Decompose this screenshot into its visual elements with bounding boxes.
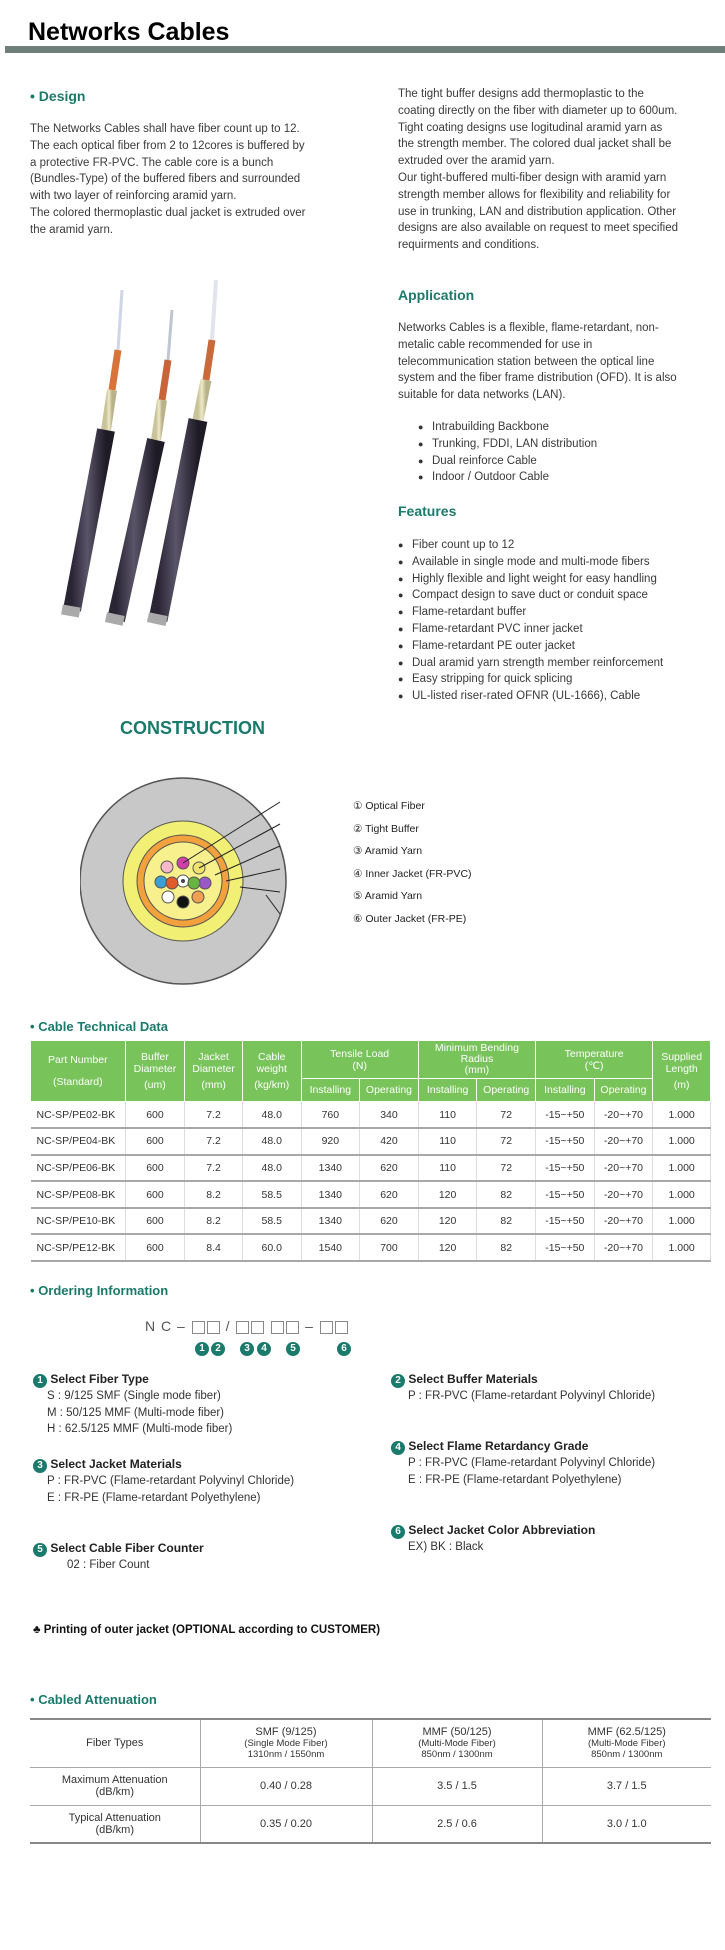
- order-code-template: [145, 1318, 349, 1334]
- option-line: M : 50/125 MMF (Multi-mode fiber): [47, 1406, 225, 1419]
- table-cell: -20~+70: [594, 1234, 653, 1261]
- table-cell: 340: [360, 1102, 419, 1129]
- option-jacket-color: [391, 1523, 595, 1556]
- table-cell: 82: [477, 1208, 536, 1235]
- table-row: [31, 1181, 711, 1208]
- table-row: [31, 1128, 711, 1155]
- title-rule: [5, 46, 725, 53]
- table-cell: -20~+70: [594, 1155, 653, 1182]
- table-row: [30, 1767, 711, 1805]
- table-cell: 600: [125, 1208, 185, 1235]
- col-header-operating: Operating: [360, 1079, 419, 1102]
- col-header-jacket: Jacket Diameter (mm): [185, 1041, 243, 1102]
- col-header-part: Part Number (Standard): [31, 1041, 126, 1102]
- option-title: Select Cable Fiber Counter: [50, 1541, 204, 1555]
- attenuation-heading-text: Cabled Attenuation: [38, 1692, 157, 1707]
- legend-item: ④ Inner Jacket (FR-PVC): [353, 867, 472, 880]
- table-cell: 620: [360, 1208, 419, 1235]
- application-line: telecommunication station between the optical line: [398, 355, 655, 368]
- intro-line: The tight buffer designs add thermoplastic to the: [398, 88, 644, 100]
- option-line: E : FR-PE (Flame-retardant Polyethylene): [47, 1491, 261, 1504]
- option-line: 02 : Fiber Count: [67, 1559, 150, 1571]
- table-cell: NC-SP/PE02-BK: [31, 1102, 126, 1129]
- design-line: with two layer of reinforcing aramid yarn.: [30, 190, 237, 203]
- option-fiber-type: [33, 1372, 232, 1438]
- code-dash: –: [305, 1318, 314, 1334]
- table-cell: 700: [360, 1234, 419, 1261]
- list-item: ● Flame-retardant PE outer jacket: [398, 638, 708, 655]
- table-cell: -15~+50: [536, 1102, 595, 1129]
- application-heading: Application: [398, 287, 475, 303]
- option-line: P : FR-PVC (Flame-retardant Polyvinyl Chloride): [408, 1457, 656, 1469]
- table-cell: 8.2: [185, 1208, 243, 1235]
- table-row: [31, 1208, 711, 1235]
- table-cell: 600: [125, 1234, 185, 1261]
- ordering-heading: [30, 1283, 168, 1298]
- tech-heading: [30, 1019, 168, 1034]
- code-dash: –: [177, 1318, 186, 1334]
- option-line: E : FR-PE (Flame-retardant Polyethylene): [408, 1473, 622, 1486]
- row-label: Typical Attenuation (dB/km): [30, 1805, 200, 1843]
- table-cell: -15~+50: [536, 1128, 595, 1155]
- option-number: 1: [33, 1374, 47, 1388]
- table-cell: 58.5: [242, 1181, 301, 1208]
- code-slot: [320, 1321, 333, 1334]
- col-header-weight: Cable weight (kg/km): [242, 1041, 301, 1102]
- table-cell: 8.2: [185, 1181, 243, 1208]
- design-line: a protective FR-PVC. The cable core is a bunch: [30, 156, 274, 169]
- table-cell: NC-SP/PE06-BK: [31, 1155, 126, 1182]
- col-header-operating: Operating: [477, 1079, 536, 1102]
- col-header-installing: Installing: [301, 1079, 360, 1102]
- code-number-5: 5: [286, 1338, 300, 1356]
- option-title: Select Fiber Type: [50, 1372, 149, 1386]
- table-cell: 120: [418, 1234, 477, 1261]
- cable-1: [61, 290, 122, 617]
- table-cell: 1340: [301, 1208, 360, 1235]
- code-number-6: 6: [337, 1338, 351, 1356]
- table-cell: 82: [477, 1181, 536, 1208]
- code-number-1: 1: [195, 1338, 209, 1356]
- option-line: EX) BK : Black: [408, 1541, 484, 1553]
- table-cell: 72: [477, 1155, 536, 1182]
- table-cell: 1.000: [653, 1102, 711, 1129]
- club-icon: ♣: [33, 1624, 41, 1636]
- application-paragraph: [398, 320, 708, 404]
- table-cell: 1540: [301, 1234, 360, 1261]
- table-row: [31, 1155, 711, 1182]
- table-cell: 1.000: [653, 1234, 711, 1261]
- table-cell: 1.000: [653, 1155, 711, 1182]
- table-cell: 3.5 / 1.5: [372, 1767, 542, 1805]
- table-cell: -15~+50: [536, 1234, 595, 1261]
- table-cell: 620: [360, 1155, 419, 1182]
- table-cell: -15~+50: [536, 1155, 595, 1182]
- option-title: Select Jacket Color Abbreviation: [408, 1523, 596, 1537]
- option-buffer-materials: [391, 1372, 655, 1405]
- table-cell: 8.4: [185, 1234, 243, 1261]
- option-title: Select Buffer Materials: [408, 1372, 538, 1386]
- intro-line: Tight coating designs use logitudinal aramid yarn as: [398, 121, 663, 134]
- design-line: The colored thermoplastic dual jacket is extruded over: [30, 206, 306, 219]
- list-item: ● Intrabuilding Backbone: [418, 419, 708, 436]
- att-col-mmf50: MMF (50/125) (Multi-Mode Fiber) 850nm / 1300nm: [372, 1719, 542, 1767]
- option-number: 3: [33, 1459, 47, 1473]
- table-cell: 0.40 / 0.28: [200, 1767, 372, 1805]
- application-line: Networks Cables is a flexible, flame-retardant, non-: [398, 322, 659, 334]
- tight-buffer-paragraph: [398, 86, 708, 254]
- option-title: Select Jacket Materials: [50, 1457, 182, 1471]
- table-cell: 7.2: [185, 1102, 243, 1129]
- table-cell: 72: [477, 1102, 536, 1129]
- list-item: ● Easy stripping for quick splicing: [398, 671, 708, 688]
- option-line: P : FR-PVC (Flame-retardant Polyvinyl Chloride): [47, 1475, 295, 1487]
- table-cell: 48.0: [242, 1128, 301, 1155]
- table-cell: 82: [477, 1234, 536, 1261]
- tech-table-body: [31, 1102, 711, 1262]
- table-cell: -15~+50: [536, 1181, 595, 1208]
- option-jacket-materials: [33, 1457, 294, 1506]
- col-header-installing: Installing: [536, 1079, 595, 1102]
- design-heading: [30, 88, 85, 104]
- table-cell: 110: [418, 1102, 477, 1129]
- col-header-temp: Temperature (℃): [536, 1041, 653, 1079]
- col-header-supplied: Supplied Length (m): [653, 1041, 711, 1102]
- list-item: ● Flame-retardant buffer: [398, 604, 708, 621]
- col-header-tensile: Tensile Load (N): [301, 1041, 418, 1079]
- design-heading-text: Design: [38, 88, 86, 104]
- application-line: suitable for data networks (LAN).: [398, 389, 566, 402]
- code-slot: [286, 1321, 299, 1334]
- table-cell: -15~+50: [536, 1208, 595, 1235]
- intro-line: requirments and conditions.: [398, 239, 540, 252]
- table-cell: 110: [418, 1155, 477, 1182]
- table-cell: 600: [125, 1181, 185, 1208]
- construction-legend: [353, 795, 472, 930]
- design-line: the aramid yarn.: [30, 223, 114, 236]
- table-cell: 58.5: [242, 1208, 301, 1235]
- table-cell: 760: [301, 1102, 360, 1129]
- legend-item: ③ Aramid Yarn: [353, 845, 423, 857]
- option-number: 6: [391, 1525, 405, 1539]
- option-flame-grade: [391, 1439, 655, 1488]
- att-col-mmf625: MMF (62.5/125) (Multi-Mode Fiber) 850nm / 1300nm: [542, 1719, 711, 1767]
- page-title: Networks Cables: [28, 18, 230, 46]
- col-header-installing: Installing: [418, 1079, 477, 1102]
- option-title: Select Flame Retardancy Grade: [408, 1439, 589, 1453]
- list-item: ● Flame-retardant PVC inner jacket: [398, 621, 708, 638]
- table-cell: 1.000: [653, 1128, 711, 1155]
- code-number-4: 4: [257, 1338, 271, 1356]
- legend-item: ① Optical Fiber: [353, 800, 425, 812]
- code-slot: [192, 1321, 205, 1334]
- cable-cross-section-diagram: [80, 775, 380, 985]
- code-slot: [207, 1321, 220, 1334]
- legend-item: ⑥ Outer Jacket (FR-PE): [353, 912, 467, 925]
- table-cell: 110: [418, 1128, 477, 1155]
- design-paragraph: [30, 121, 330, 239]
- bullet-dot-icon: •: [30, 88, 35, 104]
- option-number: 5: [33, 1543, 47, 1557]
- table-cell: 7.2: [185, 1128, 243, 1155]
- table-cell: 1340: [301, 1181, 360, 1208]
- list-item: ● Compact design to save duct or conduit space: [398, 587, 708, 604]
- code-number-2: 2: [211, 1338, 225, 1356]
- attenuation-table: [30, 1718, 711, 1844]
- list-item: ● Trunking, FDDI, LAN distribution: [418, 436, 708, 453]
- intro-line: the strength member. The colored dual jacket shall be: [398, 138, 672, 151]
- table-cell: 48.0: [242, 1155, 301, 1182]
- code-prefix: N C: [145, 1318, 173, 1334]
- ordering-heading-text: Ordering Information: [38, 1283, 169, 1298]
- intro-line: extruded over the aramid yarn.: [398, 155, 555, 168]
- list-item: ● Available in single mode and multi-mode fibers: [398, 554, 708, 571]
- table-cell: 2.5 / 0.6: [372, 1805, 542, 1843]
- table-cell: 120: [418, 1181, 477, 1208]
- fiber-types-header: Fiber Types: [30, 1719, 200, 1767]
- application-list: [418, 419, 708, 486]
- list-item: ● UL-listed riser-rated OFNR (UL-1666), Cable: [398, 688, 708, 705]
- tech-heading-text: Cable Technical Data: [38, 1019, 168, 1034]
- table-cell: 600: [125, 1128, 185, 1155]
- code-slot: [236, 1321, 249, 1334]
- table-cell: 48.0: [242, 1102, 301, 1129]
- list-item: ● Dual aramid yarn strength member reinforcement: [398, 655, 708, 672]
- attenuation-heading: [30, 1692, 157, 1707]
- tech-data-table: [30, 1040, 711, 1262]
- construction-heading: CONSTRUCTION: [120, 718, 265, 738]
- legend-item: ⑤ Aramid Yarn: [353, 890, 423, 902]
- table-row: [31, 1102, 711, 1129]
- cable-product-image: [60, 280, 290, 630]
- table-cell: NC-SP/PE04-BK: [31, 1128, 126, 1155]
- features-list: [398, 537, 708, 705]
- code-number-3: 3: [240, 1338, 254, 1356]
- intro-line: Our tight-buffered multi-fiber design with aramid yarn: [398, 171, 667, 184]
- table-cell: NC-SP/PE12-BK: [31, 1234, 126, 1261]
- bullet-dot-icon: •: [30, 1019, 35, 1034]
- table-cell: 600: [125, 1155, 185, 1182]
- code-slot: [335, 1321, 348, 1334]
- table-cell: 120: [418, 1208, 477, 1235]
- list-item: ● Dual reinforce Cable: [418, 453, 708, 470]
- tight-buffer-fibers: [155, 857, 211, 908]
- bullet-dot-icon: •: [30, 1692, 35, 1707]
- table-cell: 620: [360, 1181, 419, 1208]
- att-col-smf: SMF (9/125) (Single Mode Fiber) 1310nm / 1550nm: [200, 1719, 372, 1767]
- code-slot: [251, 1321, 264, 1334]
- application-line: system and the fiber frame distribution (OFD). It is also: [398, 372, 677, 385]
- table-cell: -20~+70: [594, 1208, 653, 1235]
- option-number: 2: [391, 1374, 405, 1388]
- table-cell: -20~+70: [594, 1128, 653, 1155]
- code-slot: [271, 1321, 284, 1334]
- table-cell: 600: [125, 1102, 185, 1129]
- intro-line: strength member allows for flexibility and reliability for: [398, 188, 671, 201]
- legend-item: ② Tight Buffer: [353, 822, 419, 835]
- design-line: The Networks Cables shall have fiber count up to 12.: [30, 123, 300, 135]
- option-fiber-counter: [33, 1541, 204, 1574]
- intro-line: coating directly on the fiber with diameter up to 600um.: [398, 104, 678, 117]
- table-row: [31, 1234, 711, 1261]
- list-item: ● Indoor / Outdoor Cable: [418, 469, 708, 486]
- list-item: ● Highly flexible and light weight for easy handling: [398, 571, 708, 588]
- table-cell: NC-SP/PE08-BK: [31, 1181, 126, 1208]
- col-header-operating: Operating: [594, 1079, 653, 1102]
- row-label: Maximum Attenuation (dB/km): [30, 1767, 200, 1805]
- list-item: ● Fiber count up to 12: [398, 537, 708, 554]
- features-heading: Features: [398, 503, 457, 519]
- application-line: metalic cable recommended for use in: [398, 338, 593, 351]
- option-line: S : 9/125 SMF (Single mode fiber): [47, 1390, 221, 1402]
- option-line: H : 62.5/125 MMF (Multi-mode fiber): [47, 1423, 233, 1435]
- table-cell: 1340: [301, 1155, 360, 1182]
- design-line: (Bundles-Type) of the buffered fibers and surrounded: [30, 173, 301, 186]
- table-cell: NC-SP/PE10-BK: [31, 1208, 126, 1235]
- table-cell: 7.2: [185, 1155, 243, 1182]
- table-cell: -20~+70: [594, 1181, 653, 1208]
- table-cell: 3.0 / 1.0: [542, 1805, 711, 1843]
- table-row: [30, 1805, 711, 1843]
- table-cell: -20~+70: [594, 1102, 653, 1129]
- col-header-buffer: Buffer Diameter (um): [125, 1041, 185, 1102]
- intro-line: designs are also available on request to meet specified: [398, 222, 679, 235]
- table-cell: 420: [360, 1128, 419, 1155]
- table-cell: 60.0: [242, 1234, 301, 1261]
- table-cell: 920: [301, 1128, 360, 1155]
- table-cell: 0.35 / 0.20: [200, 1805, 372, 1843]
- printing-note: [33, 1624, 380, 1636]
- bullet-dot-icon: •: [30, 1283, 35, 1298]
- code-slash: /: [225, 1318, 231, 1334]
- design-line: The each optical fiber from 2 to 12cores is buffered by: [30, 139, 305, 152]
- printing-note-text: Printing of outer jacket (OPTIONAL according to CUSTOMER): [43, 1624, 381, 1636]
- table-cell: 3.7 / 1.5: [542, 1767, 711, 1805]
- table-cell: 1.000: [653, 1181, 711, 1208]
- option-number: 4: [391, 1441, 405, 1455]
- col-header-bending: Minimum Bending Radius (mm): [418, 1041, 535, 1079]
- option-line: P : FR-PVC (Flame-retardant Polyvinyl Chloride): [408, 1390, 656, 1402]
- table-cell: 1.000: [653, 1208, 711, 1235]
- intro-line: use in trunking, LAN and distribution application. Other: [398, 205, 677, 218]
- table-cell: 72: [477, 1128, 536, 1155]
